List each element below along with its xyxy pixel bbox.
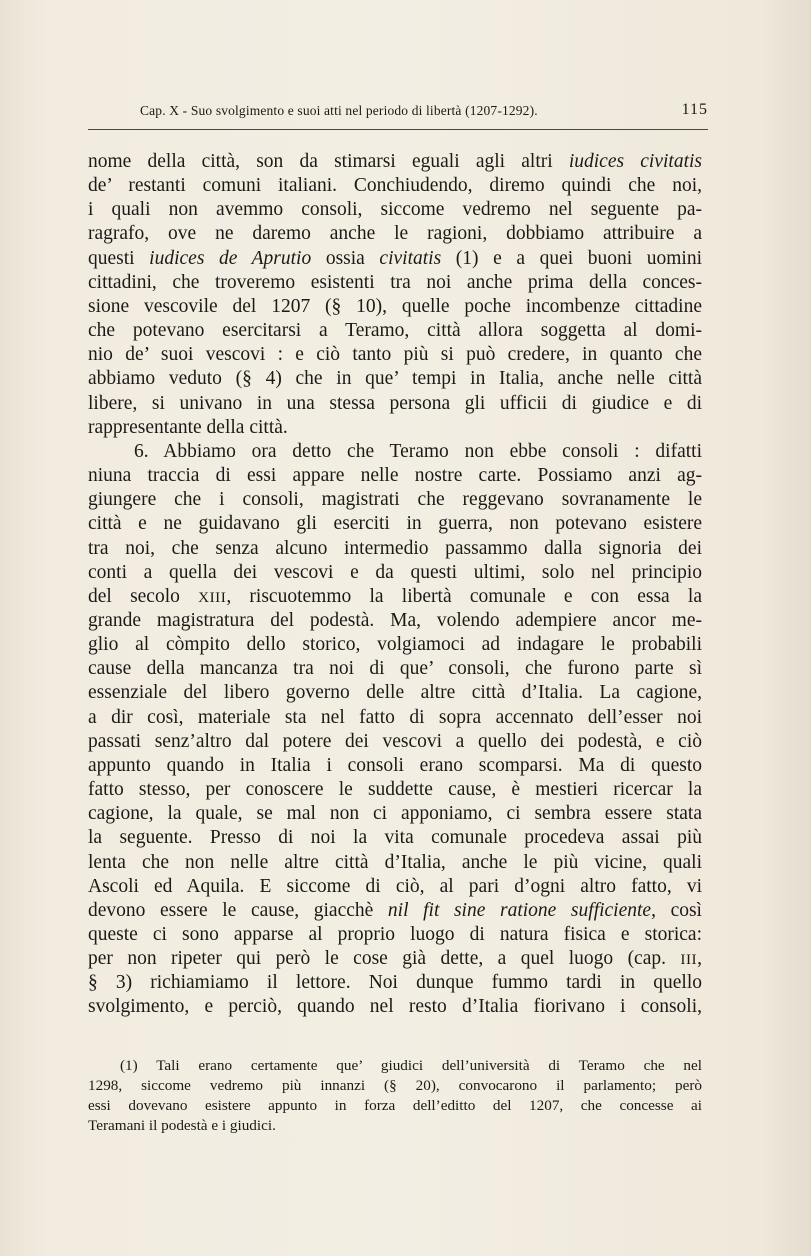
text-line: per non ripeter qui però le cose già dette, a quel luogo (cap. III, — [88, 948, 702, 970]
text-line: glio al còmpito dello storico, volgiamoci ad indagare le probabili — [88, 634, 702, 656]
main-text — [88, 150, 702, 1020]
text-line: i quali non avemmo consoli, siccome vedremo nel seguente pa- — [88, 199, 702, 221]
text-line: abbiamo veduto (§ 4) che in que’ tempi in Italia, anche nelle città — [88, 368, 702, 390]
text-line: passati senz’altro dal potere dei vescovi a quello dei podestà, e ciò — [88, 730, 702, 752]
text-line: essenziale del libero governo delle altre città d’Italia. La cagione, — [88, 682, 702, 704]
text-line: che potevano esercitarsi a Teramo, città allora soggetta al domi- — [88, 320, 702, 342]
text-line: del secolo XIII, riscuotemmo la libertà comunale e con essa la — [88, 585, 703, 607]
text-line: sione vescovile del 1207 (§ 10), quelle poche incombenze cittadine — [88, 295, 702, 317]
text-line: 6. Abbiamo ora detto che Teramo non ebbe consoli : difatti — [134, 440, 702, 462]
page-number: 115 — [681, 101, 708, 118]
text-line: lenta che non nelle altre città d’Italia, anche le più vicine, quali — [88, 851, 702, 873]
text-line: città e ne guidavano gli eserciti in guerra, non potevano esistere — [88, 513, 702, 535]
text-line: nome della città, son da stimarsi eguali agli altri iudices civitatis — [88, 151, 702, 172]
text-line: questi iudices de Aprutio ossia civitatis (1) e a quei buoni uomini — [88, 247, 702, 269]
text-line: libere, si univano in una stessa persona gli ufficii di giudice e di — [88, 392, 702, 414]
chapter-title: Cap. X - Suo svolgimento e suoi atti nel periodo di libertà (1207-1292). — [140, 103, 538, 118]
text-line: § 3) richiamiamo il lettore. Noi dunque fummo tardi in quello — [88, 972, 702, 994]
text-line: niuna traccia di essi appare nelle nostre carte. Possiamo anzi ag- — [88, 465, 702, 487]
footnote-line: Teramani il podestà e i giudici. — [88, 1117, 276, 1134]
text-line: conti a quella dei vescovi e da questi ultimi, solo nel principio — [88, 561, 702, 583]
text-line: queste ci sono apparse al proprio luogo di natura fisica e storica: — [88, 924, 702, 945]
footnote — [88, 1056, 702, 1136]
text-line: nio de’ suoi vescovi : e ciò tanto più si può credere, in quanto che — [88, 344, 702, 366]
footnote-line: essi dovevano esistere appunto in forza dell’editto del 1207, che concesse ai — [88, 1097, 702, 1114]
text-line: cause della mancanza tra noi di que’ consoli, che furono parte sì — [88, 658, 702, 680]
text-line: de’ restanti comuni italiani. Conchiudendo, diremo quindi che noi, — [88, 175, 702, 197]
footnote-line: (1) Tali erano certamente que’ giudici dell’università di Teramo che nel — [120, 1057, 702, 1074]
text-line: rappresentante della città. — [88, 416, 288, 438]
header-rule — [88, 129, 708, 130]
text-line: fatto stesso, per conoscere le suddette cause, è mestieri ricercar la — [88, 779, 702, 801]
text-line: giungere che i consoli, magistrati che reggevano sovranamente le — [88, 489, 702, 511]
text-line: svolgimento, e perciò, quando nel resto d’Italia fiorivano i consoli, — [88, 996, 702, 1018]
running-head — [140, 101, 708, 123]
text-line: tra noi, che senza alcuno intermedio passammo dalla signoria dei — [88, 537, 702, 559]
text-line: ragrafo, ove ne daremo anche le ragioni, dobbiamo attribuire a — [88, 223, 702, 245]
text-line: Ascoli ed Aquila. E siccome di ciò, al pari d’ogni altro fatto, vi — [88, 875, 702, 897]
text-line: cittadini, che troveremo esistenti tra noi anche prima della conces- — [88, 271, 702, 293]
footnote-line: 1298, siccome vedremo più innanzi (§ 20), convocarono il parlamento; però — [88, 1077, 702, 1094]
text-line: la seguente. Presso di noi la vita comunale procedeva assai più — [88, 827, 702, 849]
text-line: cagione, la quale, se mal non ci apponiamo, ci sembra essere stata — [88, 803, 702, 825]
text-line: a dir così, materiale sta nel fatto di sopra accennato dell’esser noi — [88, 706, 702, 728]
text-line: appunto quando in Italia i consoli erano scomparsi. Ma di questo — [88, 754, 702, 776]
text-line: grande magistratura del podestà. Ma, volendo adempiere ancor me- — [88, 609, 702, 631]
text-line: devono essere le cause, giacchè nil fit sine ratione sufficiente, così — [88, 899, 702, 921]
